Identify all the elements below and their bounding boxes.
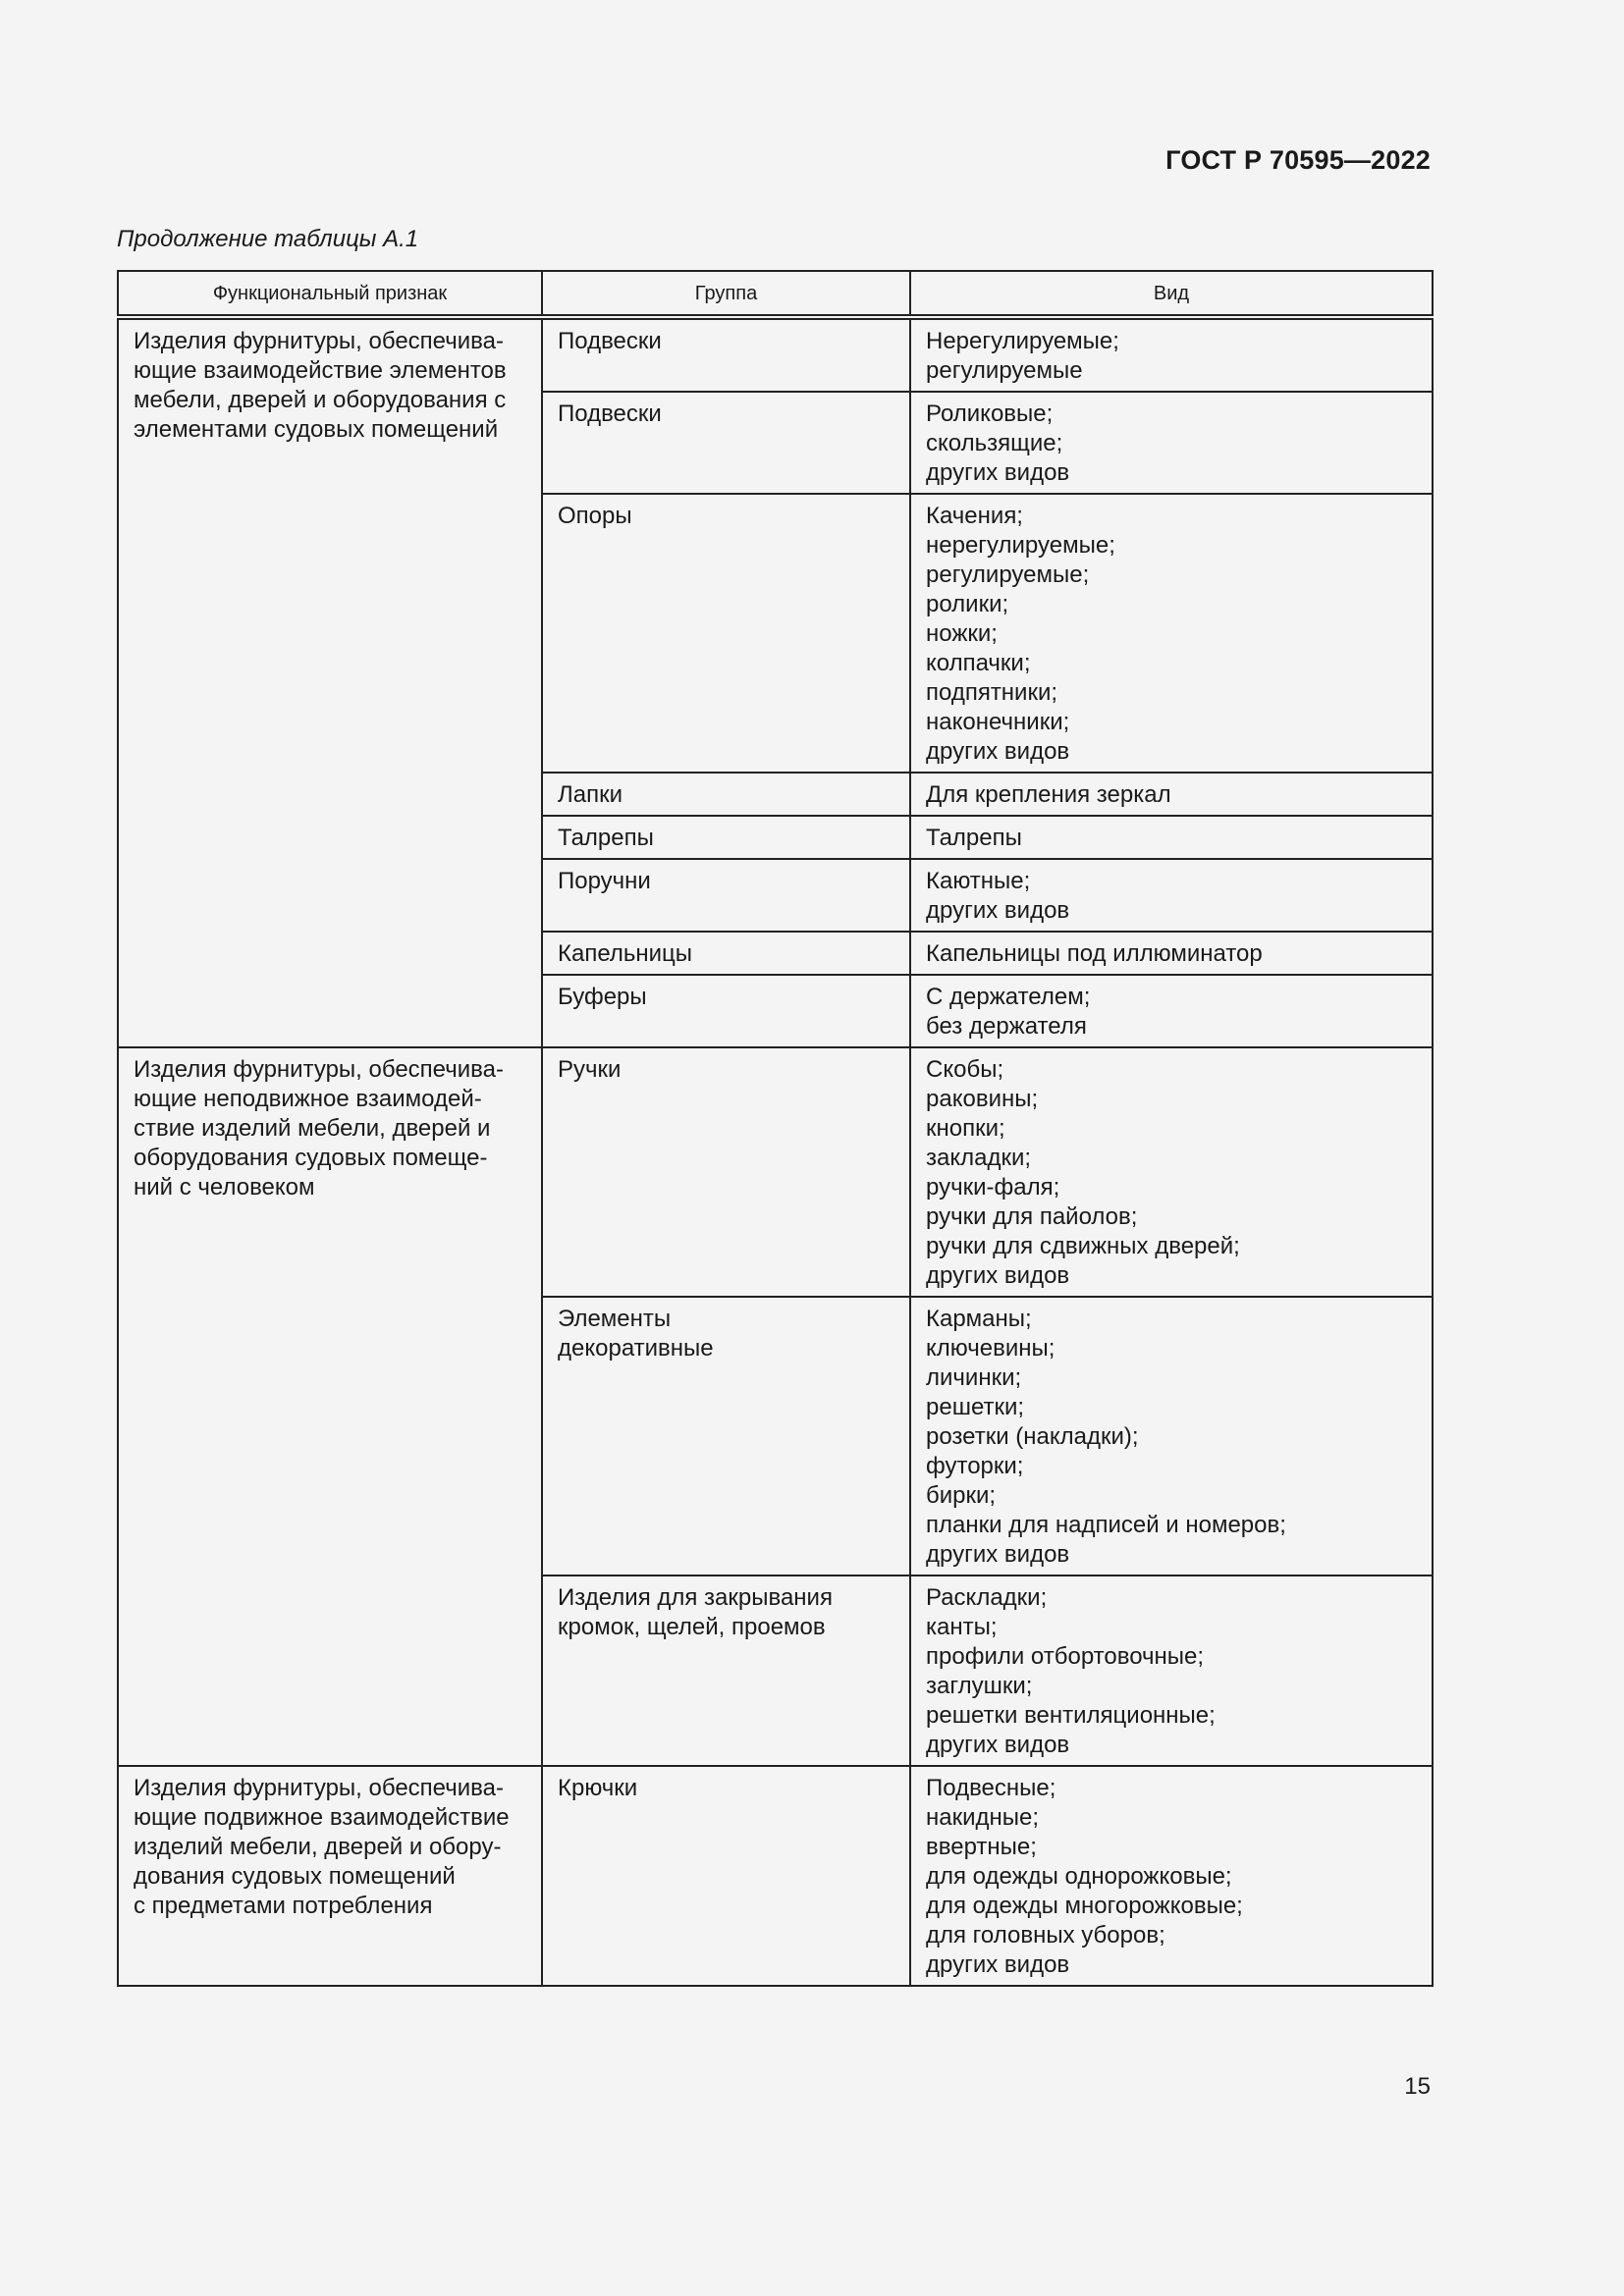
group-text-line: Лапки xyxy=(558,781,623,808)
feature-text-line: ющие подвижное взаимодействие xyxy=(134,1804,510,1831)
table-row xyxy=(118,1766,1433,1986)
table-header-row xyxy=(118,271,1433,317)
kind-cell xyxy=(910,859,1433,932)
kind-item: Каютные; xyxy=(926,868,1031,894)
kind-item: для одежды однорожковые; xyxy=(926,1863,1232,1890)
kind-item: других видов xyxy=(926,1541,1070,1568)
kind-item: других видов xyxy=(926,459,1070,486)
group-text-line: Ручки xyxy=(558,1056,622,1083)
feature-text-line: изделий мебели, дверей и обору- xyxy=(134,1834,502,1860)
kind-cell xyxy=(910,317,1433,392)
kind-item: Подвесные; xyxy=(926,1775,1056,1801)
kind-item: С держателем; xyxy=(926,984,1091,1010)
kind-item: регулируемые; xyxy=(926,561,1090,588)
feature-cell xyxy=(118,1047,542,1766)
kind-item: колпачки; xyxy=(926,650,1031,676)
kind-item: раковины; xyxy=(926,1086,1039,1112)
group-text-line: Талрепы xyxy=(558,825,654,851)
table-row xyxy=(118,317,1433,392)
kind-cell xyxy=(910,1297,1433,1575)
group-text-line: Подвески xyxy=(558,400,662,427)
kind-item: ключевины; xyxy=(926,1335,1056,1362)
feature-text-line: ющие неподвижное взаимодей- xyxy=(134,1086,482,1112)
kind-cell xyxy=(910,975,1433,1047)
group-text-line: Крючки xyxy=(558,1775,638,1801)
kind-item: Для крепления зеркал xyxy=(926,781,1171,808)
kind-item: бирки; xyxy=(926,1482,997,1509)
kind-item: Капельницы под иллюминатор xyxy=(926,940,1263,967)
kind-item: других видов xyxy=(926,738,1070,765)
column-header-group: Группа xyxy=(542,271,910,317)
kind-item: подпятники; xyxy=(926,679,1058,706)
group-text-line: декоративные xyxy=(558,1335,714,1362)
group-cell xyxy=(542,932,910,975)
kind-cell xyxy=(910,1766,1433,1986)
group-text-line: Подвески xyxy=(558,328,662,354)
group-cell xyxy=(542,1297,910,1575)
kind-item: кнопки; xyxy=(926,1115,1005,1142)
group-text-line: Буферы xyxy=(558,984,647,1010)
kind-item: Нерегулируемые; xyxy=(926,328,1119,354)
feature-text-line: ющие взаимодействие элементов xyxy=(134,357,507,384)
feature-cell xyxy=(118,317,542,1047)
kind-item: ручки для сдвижных дверей; xyxy=(926,1233,1240,1259)
table-body xyxy=(118,317,1433,1986)
kind-item: футорки; xyxy=(926,1453,1024,1479)
feature-text-line: Изделия фурнитуры, обеспечива- xyxy=(134,328,504,354)
kind-cell xyxy=(910,932,1433,975)
feature-text-line: Изделия фурнитуры, обеспечива- xyxy=(134,1056,504,1083)
kind-item: ножки; xyxy=(926,620,998,647)
group-cell xyxy=(542,975,910,1047)
kind-item: профили отбортовочные; xyxy=(926,1643,1205,1670)
group-cell xyxy=(542,816,910,859)
feature-text-line: дования судовых помещений xyxy=(134,1863,456,1890)
kind-item: накидные; xyxy=(926,1804,1040,1831)
feature-text-line: ний с человеком xyxy=(134,1174,315,1201)
kind-item: ввертные; xyxy=(926,1834,1037,1860)
kind-item: Скобы; xyxy=(926,1056,1004,1083)
group-cell xyxy=(542,392,910,494)
kind-item: Качения; xyxy=(926,503,1023,529)
kind-cell xyxy=(910,773,1433,816)
table-row xyxy=(118,1047,1433,1297)
kind-item: решетки; xyxy=(926,1394,1025,1420)
kind-item: планки для надписей и номеров; xyxy=(926,1512,1286,1538)
kind-item: ролики; xyxy=(926,591,1009,617)
kind-item: Роликовые; xyxy=(926,400,1054,427)
kind-item: других видов xyxy=(926,1732,1070,1758)
kind-item: решетки вентиляционные; xyxy=(926,1702,1216,1729)
feature-text-line: элементами судовых помещений xyxy=(134,416,499,443)
group-cell xyxy=(542,494,910,773)
kind-item: ручки-фаля; xyxy=(926,1174,1060,1201)
document-header: ГОСТ Р 70595—2022 xyxy=(1165,145,1431,175)
column-header-kind: Вид xyxy=(910,271,1433,317)
kind-item: наконечники; xyxy=(926,709,1070,735)
feature-text-line: Изделия фурнитуры, обеспечива- xyxy=(134,1775,504,1801)
feature-text-line: оборудования судовых помеще- xyxy=(134,1145,488,1171)
kind-item: канты; xyxy=(926,1614,998,1640)
kind-cell xyxy=(910,1575,1433,1766)
group-text-line: Поручни xyxy=(558,868,651,894)
kind-item: для одежды многорожковые; xyxy=(926,1893,1243,1919)
feature-text-line: с предметами потребления xyxy=(134,1893,433,1919)
kind-item: розетки (накладки); xyxy=(926,1423,1139,1450)
kind-item: ручки для пайолов; xyxy=(926,1203,1138,1230)
column-header-feature: Функциональный признак xyxy=(118,271,542,317)
kind-cell xyxy=(910,816,1433,859)
classification-table xyxy=(117,270,1434,1987)
group-cell xyxy=(542,859,910,932)
group-text-line: Элементы xyxy=(558,1306,672,1332)
kind-item: личинки; xyxy=(926,1364,1022,1391)
kind-item: других видов xyxy=(926,1951,1070,1978)
group-text-line: Изделия для закрывания xyxy=(558,1584,833,1611)
group-text-line: кромок, щелей, проемов xyxy=(558,1614,826,1640)
kind-item: скользящие; xyxy=(926,430,1063,456)
kind-item: Карманы; xyxy=(926,1306,1032,1332)
feature-cell xyxy=(118,1766,542,1986)
kind-item: Талрепы xyxy=(926,825,1022,851)
kind-item: Раскладки; xyxy=(926,1584,1048,1611)
kind-item: других видов xyxy=(926,1262,1070,1289)
kind-item: регулируемые xyxy=(926,357,1083,384)
group-cell xyxy=(542,1575,910,1766)
group-cell xyxy=(542,1766,910,1986)
kind-cell xyxy=(910,1047,1433,1297)
feature-text-line: ствие изделий мебели, дверей и xyxy=(134,1115,491,1142)
table-caption: Продолжение таблицы А.1 xyxy=(117,226,419,252)
page-number: 15 xyxy=(1404,2073,1431,2100)
group-text-line: Опоры xyxy=(558,503,632,529)
kind-item: закладки; xyxy=(926,1145,1032,1171)
kind-cell xyxy=(910,494,1433,773)
kind-cell xyxy=(910,392,1433,494)
kind-item: заглушки; xyxy=(926,1673,1033,1699)
group-cell xyxy=(542,317,910,392)
kind-item: нерегулируемые; xyxy=(926,532,1115,559)
kind-item: без держателя xyxy=(926,1013,1087,1040)
kind-item: других видов xyxy=(926,897,1070,924)
kind-item: для головных уборов; xyxy=(926,1922,1165,1949)
group-text-line: Капельницы xyxy=(558,940,693,967)
group-cell xyxy=(542,773,910,816)
feature-text-line: мебели, дверей и оборудования с xyxy=(134,387,507,413)
group-cell xyxy=(542,1047,910,1297)
